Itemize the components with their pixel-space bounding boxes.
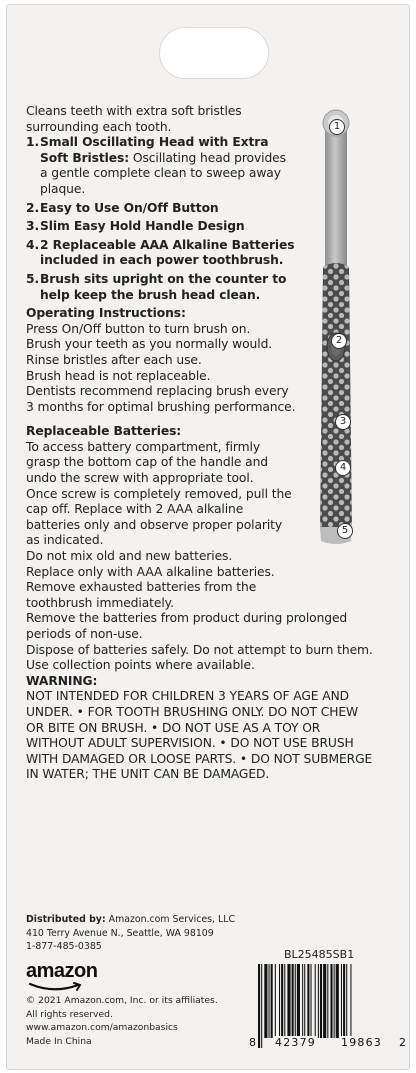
intro-text: Cleans teeth with extra soft bristles surrounding each tooth. [26, 104, 242, 134]
barcode-digits [248, 1036, 408, 1050]
feature-text [40, 135, 291, 197]
batteries-line: Once screw is completely removed, pull the cap off. Replace with 2 AAA alkaline batteries only and observe proper polarity as indicated. [26, 486, 292, 548]
barcode-bar [275, 964, 276, 1038]
barcode-bar [327, 964, 328, 1038]
barcode-bar [323, 964, 326, 1038]
distributor-info [26, 913, 266, 954]
barcode-bar [287, 964, 290, 1038]
callout-2-button: 2 [331, 333, 347, 349]
distributor-name: Amazon.com Services, LLC [105, 914, 236, 925]
instructions-text [26, 104, 398, 783]
feature-title: Brush sits upright on the counter to help keep the brush head clean. [40, 271, 287, 302]
batteries-line: Remove the batteries from product during prolonged periods of non-use. [26, 611, 348, 641]
batteries-line: Use collection points where available. [26, 658, 255, 673]
barcode-bar [271, 964, 273, 1038]
website-text: www.amazon.com/amazonbasics [26, 1022, 178, 1034]
copyright-text: © 2021 Amazon.com, Inc. or its affiliates. All rights reserved. [26, 995, 218, 1020]
barcode-digit-right: 2 [399, 1036, 406, 1049]
product-code: BL25485SB1 [284, 948, 355, 961]
callout-4-batteries: 4 [335, 460, 351, 476]
barcode-bar [295, 964, 296, 1038]
barcode-bar [264, 964, 267, 1038]
barcode-bar [343, 964, 345, 1038]
barcode-bar [311, 964, 312, 1038]
barcode-digits-mid2: 19863 [341, 1036, 382, 1049]
barcode-bar [302, 964, 303, 1038]
feature-number: 1. [26, 135, 40, 150]
feature-number: 4. [26, 237, 40, 252]
hang-tab-hole [159, 27, 269, 79]
barcode-bar [281, 964, 283, 1038]
barcode-digit-left: 8 [249, 1036, 256, 1049]
warning-title: WARNING: [26, 673, 98, 688]
feature-number: 3. [26, 219, 40, 234]
feature-title: Small Oscillating Head with Extra Soft Bristles: [40, 135, 269, 165]
feature-item [26, 219, 291, 235]
feature-item [26, 201, 291, 217]
barcode-bar [320, 964, 322, 1038]
operating-line: Rinse bristles after each use. [26, 352, 202, 367]
feature-title: Slim Easy Hold Handle Design [40, 219, 245, 234]
operating-line: Press On/Off button to turn brush on. [26, 321, 251, 336]
barcode-bar [284, 964, 285, 1038]
distributor-label: Distributed by: [26, 914, 106, 925]
barcode-bar [315, 964, 316, 1038]
callout-5-base: 5 [337, 523, 353, 539]
callout-1-head: 1 [329, 119, 345, 135]
barcode-bar [334, 964, 335, 1038]
batteries-line: To access battery compartment, firmly grasp the bottom cap of the handle and undo the screw with appropriate tool. [26, 439, 269, 486]
feature-number: 5. [26, 271, 40, 286]
feature-number: 2. [26, 200, 40, 215]
barcode-bar [346, 964, 347, 1038]
barcode-bar [279, 964, 280, 1038]
warning-text: NOT INTENDED FOR CHILDREN 3 YEARS OF AGE AND UNDER. • FOR TOOTH BRUSHING ONLY. DO NOT CHEW OR BITE ON BRUSH. • DO NOT USE AS A TOY OR WITHOUT ADULT SUPERVISION. • DO NOT USE BRUSH WITH DAMAGED OR LOOSE PARTS. • DO NOT SUBMERGE IN WATER; THE UNIT CAN BE DAMAGED. [26, 689, 373, 782]
amazon-logo: amazon [26, 960, 98, 982]
feature-list [26, 135, 398, 303]
distributor-line [26, 913, 266, 927]
barcode-bar [318, 964, 319, 1038]
amazon-smile-icon [26, 982, 86, 992]
barcode-bar [292, 964, 294, 1038]
feature-title: Easy to Use On/Off Button [40, 200, 219, 215]
barcode-bar [341, 964, 342, 1038]
batteries-line: Dispose of batteries safely. Do not attempt to burn them. [26, 642, 373, 657]
legal-info [26, 994, 256, 1049]
operating-line: Brush head is not replaceable. [26, 368, 211, 383]
feature-title: 2 Replaceable AAA Alkaline Batteries included in each power toothbrush. [40, 237, 295, 268]
distributor-address: 410 Terry Avenue N., Seattle, WA 98109 [26, 927, 214, 939]
feature-item [26, 272, 298, 303]
operating-title: Operating Instructions: [26, 306, 186, 321]
origin-text: Made In China [26, 1036, 92, 1048]
barcode-digits-mid1: 42379 [275, 1036, 316, 1049]
callout-3-handle: 3 [335, 414, 351, 430]
barcode-bar [297, 964, 300, 1038]
feature-item [26, 238, 298, 269]
distributor-phone: 1-877-485-0385 [26, 941, 102, 953]
barcode-bar [330, 964, 332, 1038]
feature-item [26, 135, 291, 197]
batteries-line: Do not mix old and new batteries. [26, 549, 233, 564]
barcode-bar [336, 964, 339, 1038]
batteries-line: Remove exhausted batteries from the toothbrush immediately. [26, 580, 257, 610]
batteries-line: Replace only with AAA alkaline batteries. [26, 564, 275, 579]
batteries-title: Replaceable Batteries: [26, 424, 182, 439]
operating-line: Brush your teeth as you normally would. [26, 337, 273, 352]
feature-desc: Oscillating head provides a gentle complete clean to sweep away plaque. [40, 150, 286, 196]
operating-line: Dentists recommend replacing brush every 3 months for optimal brushing performance. [26, 384, 296, 414]
barcode-bar [269, 964, 270, 1038]
